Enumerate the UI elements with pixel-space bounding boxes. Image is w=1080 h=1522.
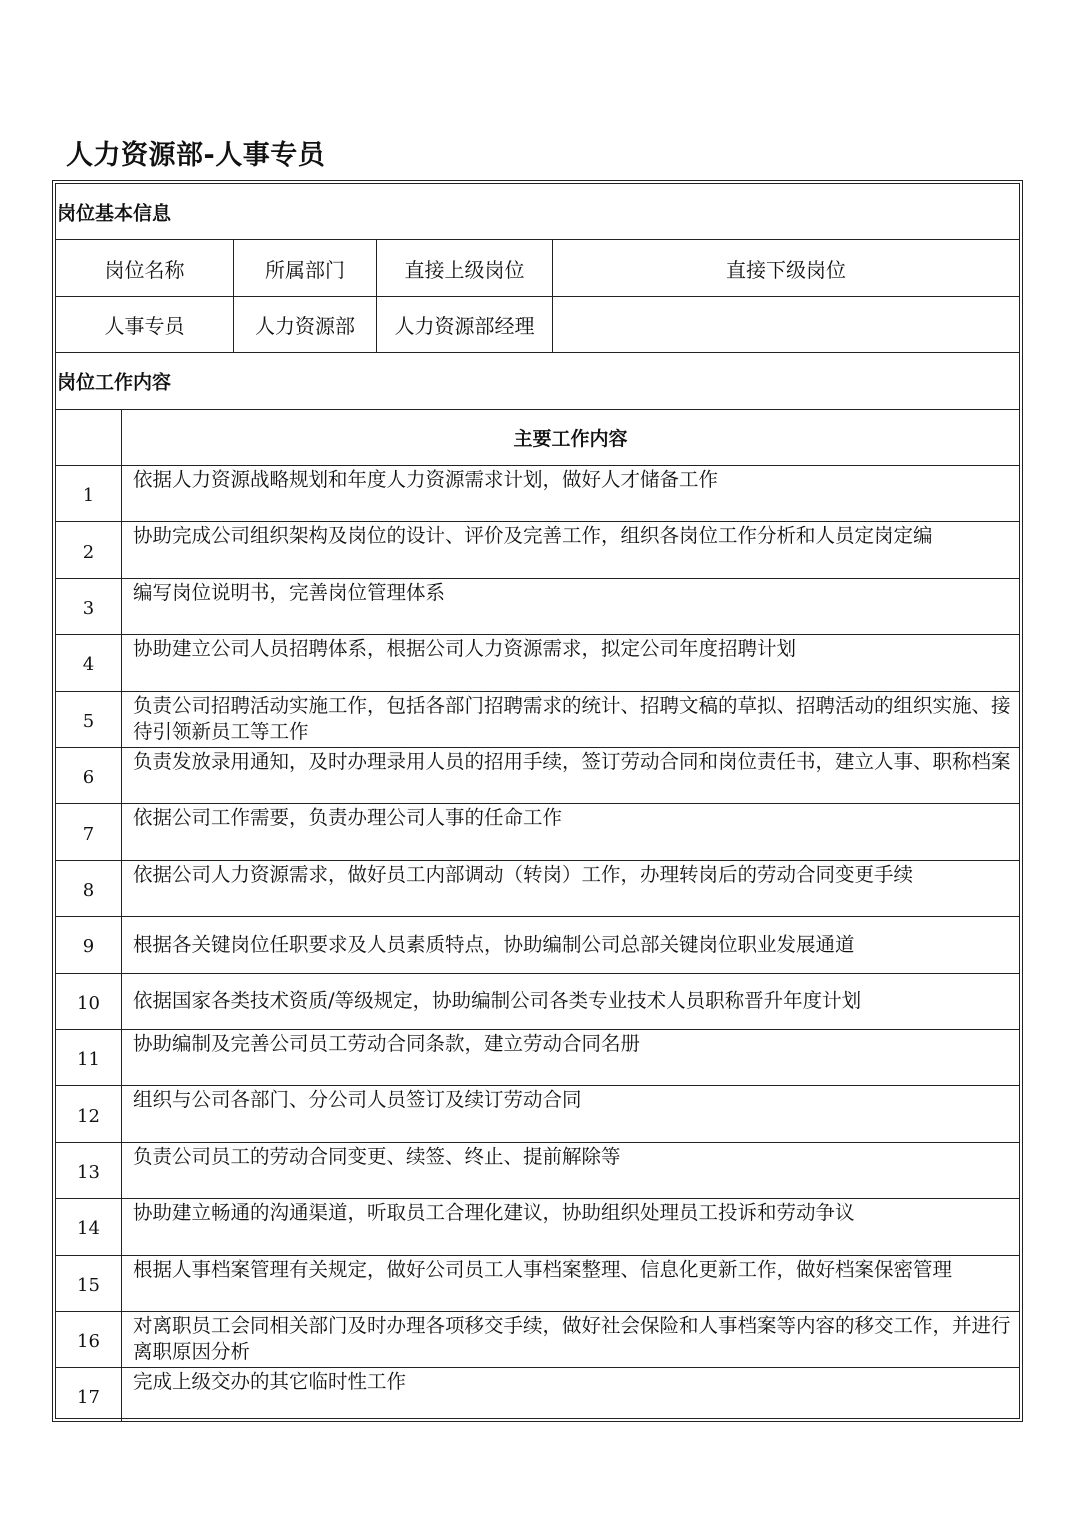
work-section-label: 岗位工作内容: [57, 371, 172, 394]
task-text: 负责发放录用通知，及时办理录用人员的招用手续，签订劳动合同和岗位责任书，建立人事、职称档案: [133, 750, 1011, 773]
task-text: 依据公司人力资源需求，做好员工内部调动（转岗）工作，办理转岗后的劳动合同变更手续: [133, 862, 914, 886]
task-text: 依据公司工作需要，负责办理公司人事的任命工作: [133, 806, 563, 830]
task-number: 3: [56, 579, 122, 634]
table-row: [56, 974, 1019, 1030]
basic-info-value-row: [56, 297, 1019, 353]
task-number: 17: [56, 1368, 122, 1422]
task-text: 组织与公司各部门、分公司人员签订及续订劳动合同: [133, 1088, 582, 1112]
table-row: [56, 692, 1019, 748]
job-description-table: [52, 180, 1023, 1422]
header-direct-subordinate: 直接下级岗位: [726, 257, 846, 282]
task-text: 对离职员工会同相关部门及时办理各项移交手续，做好社会保险和人事档案等内容的移交工作，并进行离职原因分析: [133, 1314, 1011, 1363]
table-row: [56, 635, 1019, 691]
task-number: 6: [56, 748, 122, 803]
header-department: 所属部门: [234, 240, 377, 296]
task-number: 8: [56, 861, 122, 916]
work-header-row: [56, 410, 1019, 466]
task-text: 负责公司招聘活动实施工作，包括各部门招聘需求的统计、招聘文稿的草拟、招聘活动的组织实施、接待引领新员工等工作: [133, 693, 1011, 743]
value-department: 人力资源部: [234, 297, 377, 352]
task-text: 协助编制及完善公司员工劳动合同条款，建立劳动合同名册: [133, 1032, 641, 1055]
table-row: [56, 861, 1019, 917]
task-number: 15: [56, 1256, 122, 1311]
task-text: 负责公司员工的劳动合同变更、续签、终止、提前解除等: [133, 1144, 621, 1168]
task-number: 1: [56, 466, 122, 521]
main-work-content-header: 主要工作内容: [513, 428, 628, 450]
task-number: 9: [56, 917, 122, 972]
task-number: 14: [56, 1199, 122, 1254]
task-text: 依据国家各类技术资质/等级规定，协助编制公司各类专业技术人员职称晋升年度计划: [133, 989, 862, 1013]
task-text: 协助建立畅通的沟通渠道，听取员工合理化建议，协助组织处理员工投诉和劳动争议: [133, 1201, 855, 1225]
work-section-row: [56, 353, 1019, 410]
table-row: [56, 1368, 1019, 1422]
basic-info-section-row: [56, 184, 1019, 240]
table-row: [56, 1256, 1019, 1312]
task-text: 依据人力资源战略规划和年度人力资源需求计划，做好人才储备工作: [133, 468, 719, 491]
basic-info-section-label: 岗位基本信息: [57, 202, 172, 224]
table-row: [56, 1143, 1019, 1199]
table-row: [56, 1030, 1019, 1086]
task-text: 根据各关键岗位任职要求及人员素质特点，协助编制公司总部关键岗位职业发展通道: [133, 932, 855, 956]
task-number: 2: [56, 522, 122, 577]
task-number: 12: [56, 1086, 122, 1141]
task-text: 完成上级交办的其它临时性工作: [133, 1370, 407, 1394]
table-row: [56, 522, 1019, 578]
table-row: [56, 804, 1019, 860]
table-row: [56, 917, 1019, 973]
task-number: 16: [56, 1312, 122, 1367]
page-title: 人力资源部-人事专员: [66, 140, 326, 171]
task-number: 11: [56, 1030, 122, 1085]
task-number: 5: [56, 692, 122, 747]
table-row: [56, 579, 1019, 635]
basic-info-header-row: [56, 240, 1019, 297]
table-row: [56, 1199, 1019, 1255]
value-position-name: 人事专员: [56, 297, 234, 352]
number-column-header: [56, 410, 122, 465]
task-text: 根据人事档案管理有关规定，做好公司员工人事档案整理、信息化更新工作，做好档案保密管理: [133, 1257, 953, 1281]
table-row: [56, 748, 1019, 804]
task-number: 13: [56, 1143, 122, 1198]
task-number: 10: [56, 974, 122, 1029]
value-direct-subordinate: [553, 297, 1019, 352]
task-text: 编写岗位说明书，完善岗位管理体系: [133, 580, 446, 604]
task-number: 4: [56, 635, 122, 690]
table-row: [56, 1086, 1019, 1142]
task-text: 协助建立公司人员招聘体系，根据公司人力资源需求，拟定公司年度招聘计划: [133, 637, 797, 661]
table-row: [56, 466, 1019, 522]
task-number: 7: [56, 804, 122, 859]
value-direct-superior: 人力资源部经理: [377, 297, 553, 352]
header-direct-superior: 直接上级岗位: [377, 240, 553, 296]
table-row: [56, 1312, 1019, 1368]
task-text: 协助完成公司组织架构及岗位的设计、评价及完善工作，组织各岗位工作分析和人员定岗定编: [133, 524, 933, 548]
header-position-name: 岗位名称: [56, 240, 234, 296]
